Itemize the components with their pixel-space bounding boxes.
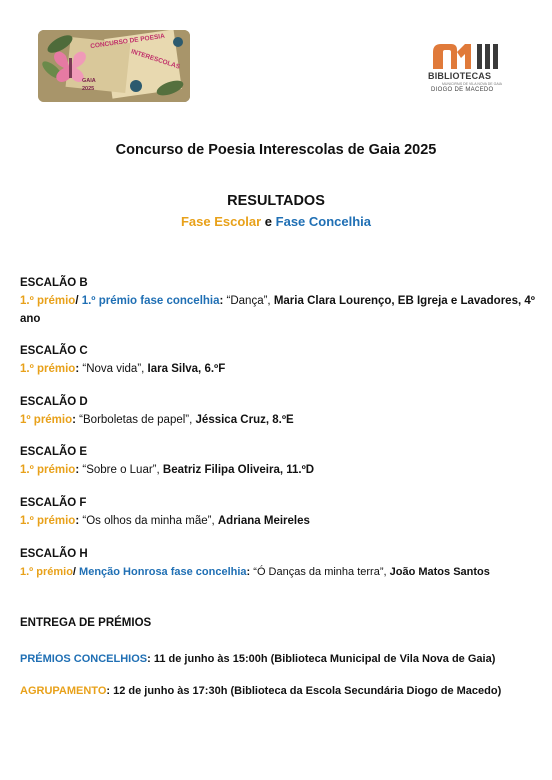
author-info: Maria Clara Lourenço, EB Igreja e Lavadores, 4º ano [20, 295, 535, 325]
phase-joiner: e [264, 214, 273, 229]
level-result [20, 512, 540, 530]
honorable-mention-label: Menção Honrosa fase concelhia [79, 566, 247, 578]
level-heading: ESCALÃO E [20, 446, 88, 458]
level-block-e [20, 443, 540, 479]
level-block-d [20, 393, 540, 429]
awards-heading [20, 614, 540, 632]
logo-wordmark: BIBLIOTECAS [428, 71, 492, 81]
level-heading: ESCALÃO C [20, 345, 88, 357]
level-block-f [20, 494, 540, 530]
poem-title: “Ó Danças da minha terra”, [253, 566, 390, 578]
banner-title-line-1: CONCURSO DE POESIA [89, 32, 166, 51]
level-result [20, 292, 540, 328]
poem-title: “Nova vida”, [82, 363, 148, 375]
prize-label: 1.º prémio [20, 515, 76, 527]
phases-subheading [0, 214, 552, 229]
municipal-awards-details: : 11 de junho às 15:00h (Biblioteca Municipal de Vila Nova de Gaia) [147, 653, 496, 665]
level-result [20, 411, 540, 429]
label-colon: : [75, 363, 83, 375]
bibliotecas-mark-icon [431, 42, 499, 70]
author-info: Adriana Meireles [217, 515, 310, 527]
prize-label: 1.º prémio [20, 295, 76, 307]
author-info: Iara Silva, 6.ºF [147, 363, 226, 375]
poem-title: “Sobre o Luar”, [82, 464, 163, 476]
level-block-b [20, 274, 540, 328]
school-awards-label: AGRUPAMENTO [20, 685, 107, 697]
prize-separator: / [72, 566, 80, 578]
poem-title: “Dança”, [226, 295, 274, 307]
bibliotecas-logo [428, 42, 502, 100]
logo-subtitle: DIOGO DE MACEDO [431, 87, 494, 93]
level-result [20, 461, 540, 479]
poem-title: “Borboletas de papel”, [79, 414, 196, 426]
label-colon: : [246, 566, 254, 578]
level-result [20, 563, 550, 581]
phase-municipal: Fase Concelhia [275, 214, 372, 229]
municipal-awards-label: PRÉMIOS CONCELHIOS [20, 653, 148, 665]
level-heading: ESCALÃO H [20, 548, 88, 560]
contest-banner-image [38, 30, 190, 102]
results-heading: RESULTADOS [227, 193, 325, 209]
level-block-h [20, 545, 550, 581]
level-heading: ESCALÃO F [20, 497, 87, 509]
awards-title: ENTREGA DE PRÉMIOS [20, 617, 152, 629]
prize-separator: / [75, 295, 82, 307]
banner-title-line-3: GAIA [82, 78, 96, 84]
level-heading: ESCALÃO B [20, 277, 88, 289]
prize-label: 1.º prémio [20, 363, 76, 375]
banner-title-line-4: 2025 [82, 86, 95, 92]
label-colon: : [219, 295, 227, 307]
prize-label: 1.º prémio [20, 464, 76, 476]
school-awards-details: : 12 de junho às 17:30h (Biblioteca da Escola Secundária Diogo de Macedo) [106, 685, 502, 697]
prize-label: 1.º prémio [20, 566, 73, 578]
logo-tagline: MUNICIPAIS DE VILA NOVA DE GAIA [442, 82, 502, 86]
level-result [20, 360, 540, 378]
prize-label: 1º prémio [20, 414, 73, 426]
author-info: João Matos Santos [389, 566, 490, 578]
label-colon: : [75, 464, 83, 476]
awards-municipal-line [20, 650, 540, 668]
level-block-c [20, 342, 540, 378]
author-info: Jéssica Cruz, 8.ºE [195, 414, 294, 426]
poem-title: “Os olhos da minha mãe”, [82, 515, 218, 527]
phase-school: Fase Escolar [180, 214, 262, 229]
municipal-prize-label: 1.º prémio fase concelhia [81, 295, 220, 307]
banner-title-line-2: INTERESCOLAS [130, 48, 181, 71]
awards-school-line [20, 682, 540, 700]
label-colon: : [72, 414, 80, 426]
author-info: Beatriz Filipa Oliveira, 11.ºD [162, 464, 315, 476]
level-heading: ESCALÃO D [20, 396, 88, 408]
page-title: Concurso de Poesia Interescolas de Gaia 2025 [115, 142, 437, 158]
label-colon: : [75, 515, 83, 527]
